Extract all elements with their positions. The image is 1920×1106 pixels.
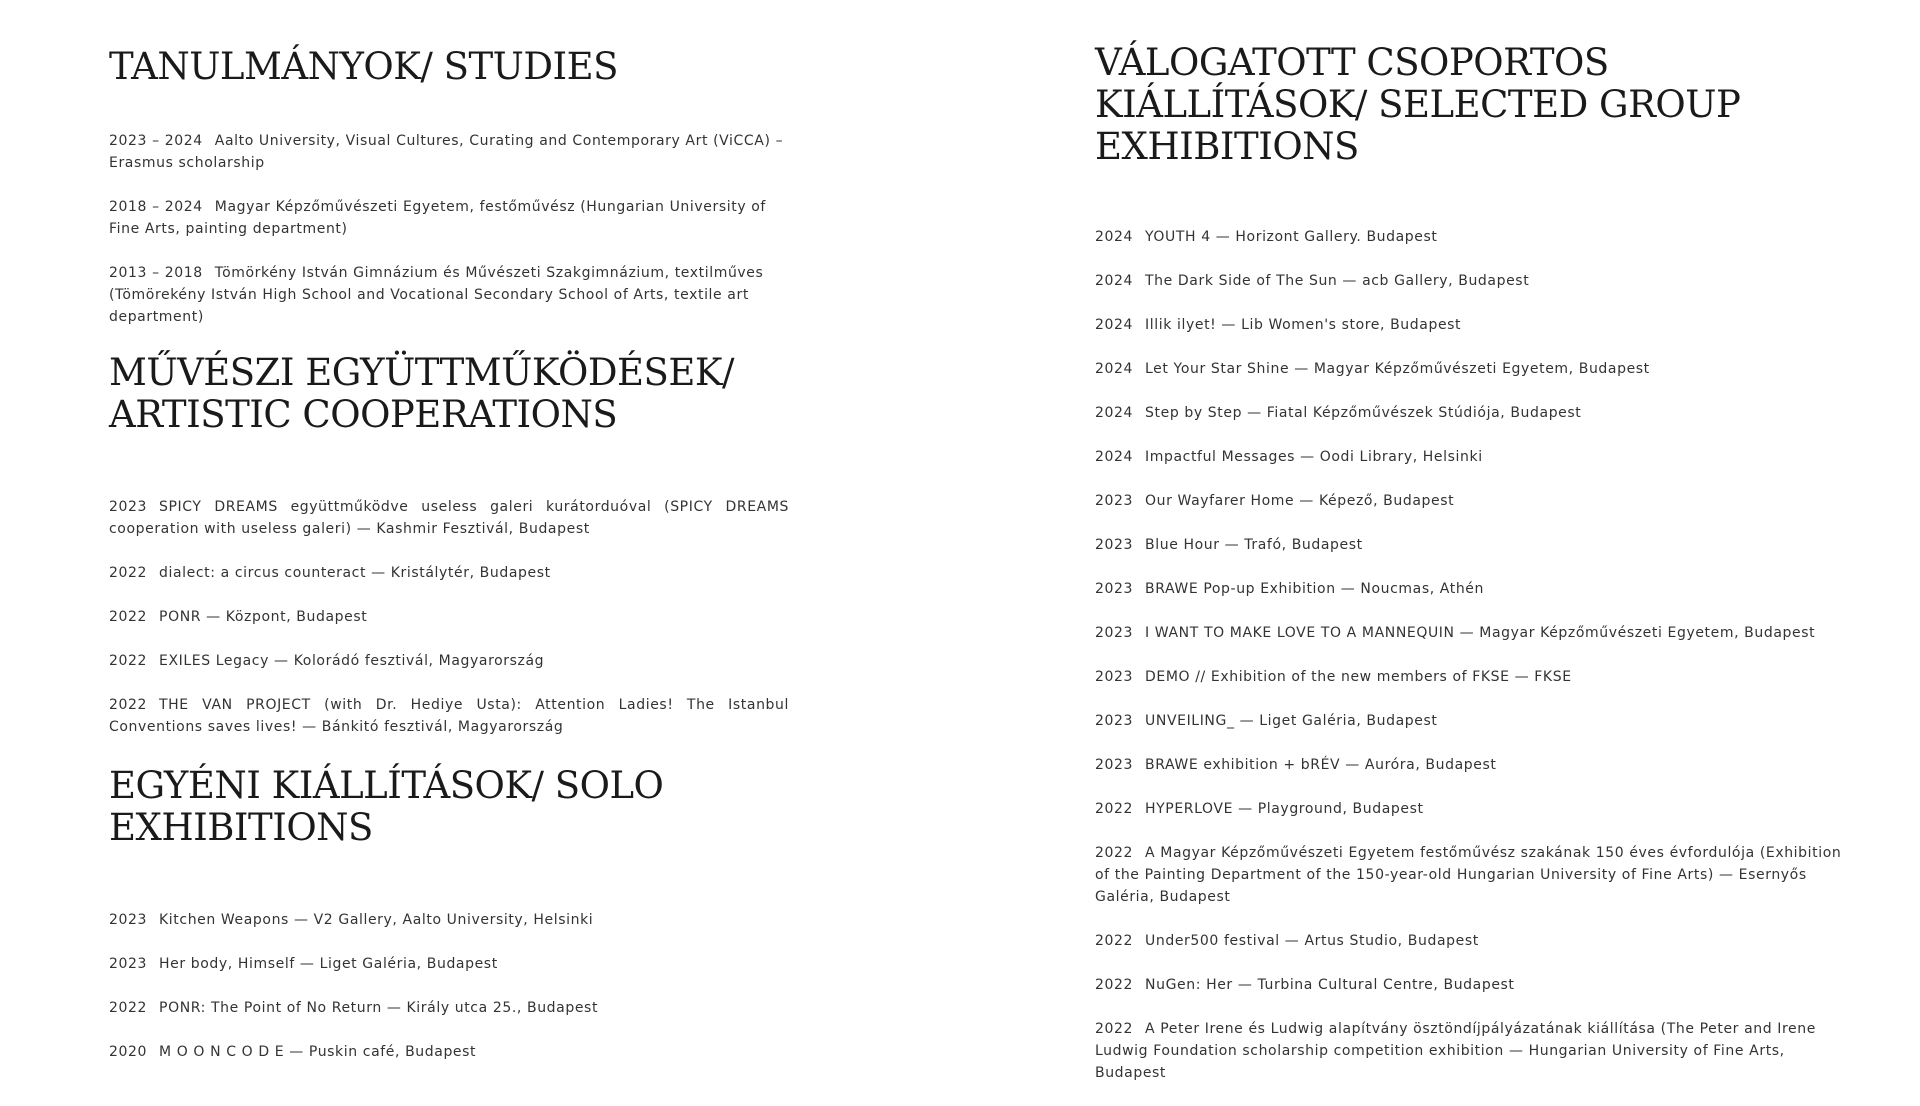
list-item (1095, 270, 1855, 292)
cooperations-section (109, 352, 789, 760)
list-item (1095, 930, 1855, 952)
entry-text: Let Your Star Shine — Magyar Képzőművészeti Egyetem, Budapest (1145, 361, 1650, 377)
solo-heading: EGYÉNI KIÁLLÍTÁSOK/ SOLO EXHIBITIONS (109, 764, 664, 849)
list-item (1095, 754, 1855, 776)
list-item (1095, 1018, 1855, 1084)
solo-section (109, 765, 789, 1085)
studies-section (109, 46, 789, 350)
group-exhibitions-section (1095, 42, 1855, 1106)
list-item: 2023 Kitchen Weapons — V2 Gallery, Aalto University, Helsinki (109, 912, 594, 928)
entry-year: 2022 (1095, 801, 1134, 817)
group-exhibitions-heading: VÁLOGATOTT CSOPORTOS KIÁLLÍTÁSOK/ SELECTED GROUP EXHIBITIONS (1095, 41, 1741, 168)
entry-text: UNVEILING_ — Liget Galéria, Budapest (1145, 713, 1438, 729)
list-item (1095, 490, 1855, 512)
group-exhibitions-list (1095, 226, 1855, 1084)
entry-text: Step by Step — Fiatal Képzőművészek Stúdiója, Budapest (1145, 405, 1582, 421)
entry-text: BRAWE Pop-up Exhibition — Noucmas, Athén (1145, 581, 1484, 597)
entry-text: DEMO // Exhibition of the new members of FKSE — FKSE (1145, 669, 1572, 685)
entry-year: 2024 (1095, 229, 1134, 245)
list-item (1095, 798, 1855, 820)
list-item (1095, 446, 1855, 468)
entry-text: Impactful Messages — Oodi Library, Helsinki (1145, 449, 1483, 465)
entry-year: 2024 (1095, 317, 1134, 333)
entry-year: 2022 (1095, 977, 1134, 993)
entry-text: Under500 festival — Artus Studio, Budapest (1145, 933, 1479, 949)
entry-text: HYPERLOVE — Playground, Budapest (1145, 801, 1424, 817)
list-item: 2022 EXILES Legacy — Kolorádó fesztivál, Magyarország (109, 653, 545, 669)
entry-year: 2023 (1095, 713, 1134, 729)
entry-year: 2023 (1095, 757, 1134, 773)
list-item: 2022 PONR: The Point of No Return — Király utca 25., Budapest (109, 1000, 599, 1016)
list-item: 2023 – 2024 Aalto University, Visual Cultures, Curating and Contemporary Art (ViCCA) – Erasmus scholarship (109, 133, 784, 171)
entry-year: 2023 (1095, 493, 1134, 509)
entry-text: NuGen: Her — Turbina Cultural Centre, Budapest (1145, 977, 1515, 993)
entry-year: 2023 (1095, 669, 1134, 685)
list-item: 2020 M O O N C O D E — Puskin café, Budapest (109, 1044, 477, 1060)
entry-year: 2024 (1095, 273, 1134, 289)
entry-year: 2022 (1095, 1021, 1134, 1037)
list-item (1095, 666, 1855, 688)
list-item: 2023 SPICY DREAMS együttműködve useless galeri kurátorduóval (SPICY DREAMS cooperation with useless galeri) — Kashmir Fesztivál, Budapest (109, 499, 789, 537)
list-item (1095, 974, 1855, 996)
entry-text: Illik ilyet! — Lib Women's store, Budapest (1145, 317, 1462, 333)
entry-year: 2023 (1095, 625, 1134, 641)
entry-year: 2023 (1095, 537, 1134, 553)
entry-year: 2024 (1095, 361, 1134, 377)
list-item (1095, 622, 1855, 644)
entry-text: The Dark Side of The Sun — acb Gallery, Budapest (1145, 273, 1530, 289)
list-item (1095, 358, 1855, 380)
list-item: 2013 – 2018 Tömörkény István Gimnázium és Művészeti Szakgimnázium, textilműves (Tömörekény István High School and Vocational Secondary School of Arts, textile art department) (109, 265, 764, 325)
list-item: 2022 dialect: a circus counteract — Kristálytér, Budapest (109, 565, 551, 581)
cooperations-heading: MŰVÉSZI EGYÜTTMŰKÖDÉSEK/ ARTISTIC COOPERATIONS (109, 351, 734, 436)
entry-text: YOUTH 4 — Horizont Gallery. Budapest (1145, 229, 1438, 245)
entry-year: 2024 (1095, 405, 1134, 421)
list-item (1095, 842, 1855, 908)
entry-text: Our Wayfarer Home — Képező, Budapest (1145, 493, 1455, 509)
list-item: 2022 PONR — Központ, Budapest (109, 609, 368, 625)
entry-text: Blue Hour — Trafó, Budapest (1145, 537, 1363, 553)
list-item (1095, 578, 1855, 600)
list-item (1095, 402, 1855, 424)
list-item: 2022 THE VAN PROJECT (with Dr. Hediye Usta): Attention Ladies! The Istanbul Conventions saves lives! — Bánkitó fesztivál, Magyarország (109, 697, 789, 735)
entry-text: BRAWE exhibition + bRÉV — Auróra, Budapest (1145, 757, 1497, 773)
list-item: 2018 – 2024 Magyar Képzőművészeti Egyetem, festőművész (Hungarian University of Fine Arts, painting department) (109, 199, 766, 237)
entry-text: A Magyar Képzőművészeti Egyetem festőművész szakának 150 éves évfordulója (Exhibition of the Painting Department of the 150-year-old Hungarian University of Fine Arts) — Esernyős Galéria, Budapest (1095, 845, 1842, 905)
entry-year: 2022 (1095, 933, 1134, 949)
list-item (1095, 534, 1855, 556)
entry-year: 2024 (1095, 449, 1134, 465)
studies-heading: TANULMÁNYOK/ STUDIES (109, 45, 618, 88)
list-item (1095, 226, 1855, 248)
entry-year: 2022 (1095, 845, 1134, 861)
list-item (1095, 314, 1855, 336)
entry-text: A Peter Irene és Ludwig alapítvány ösztöndíjpályázatának kiállítása (The Peter and Irene Ludwig Foundation scholarship competition exhibition — Hungarian University of Fine Arts, Budapest (1095, 1021, 1816, 1081)
list-item (1095, 710, 1855, 732)
entry-year: 2023 (1095, 581, 1134, 597)
entry-text: I WANT TO MAKE LOVE TO A MANNEQUIN — Magyar Képzőművészeti Egyetem, Budapest (1145, 625, 1816, 641)
list-item: 2023 Her body, Himself — Liget Galéria, Budapest (109, 956, 498, 972)
